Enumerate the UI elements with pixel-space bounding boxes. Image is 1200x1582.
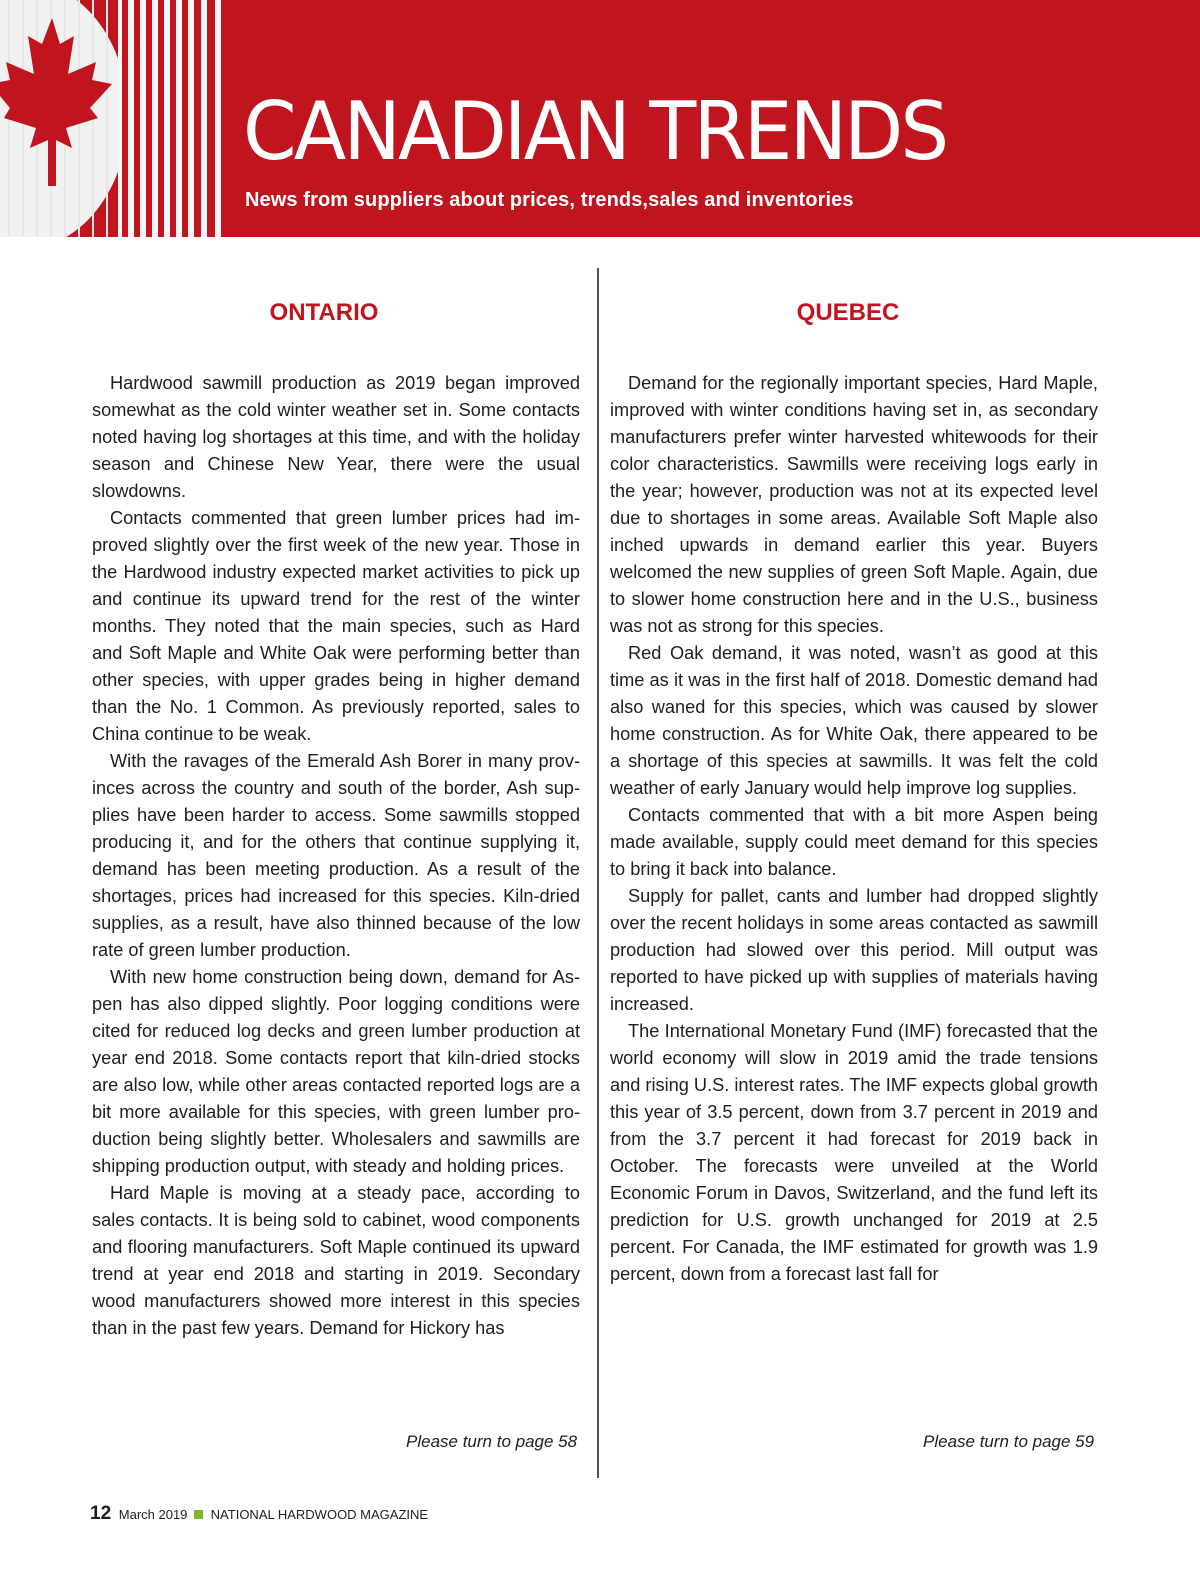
ontario-column [92,370,580,1342]
ontario-paragraph: With new home construction being down, demand for Aspen has also dipped slightly. Poor logging conditions were cited for reduced log decks and green lumber production at year end 2018. Some contacts report that kiln-dried stocks are also low, while other areas contacted reported logs are a bit more available for this species, with green lumber production being slightly better. Wholesalers and sawmills are shipping production output, with steady and holding prices. [92,967,580,1176]
ontario-paragraph: Hard Maple is moving at a steady pace, according to sales contacts. It is being sold to cabinet, wood components and flooring manufacturers. Soft Maple continued its upward trend at year end 2018 and starting in 2019. Secondary wood manufacturers showed more interest in this species than in the past few years. Demand for Hickory has [92,1183,580,1338]
quebec-paragraph: Red Oak demand, it was noted, wasn’t as good at this time as it was in the first half of 2018. Domestic demand had also waned for this species, which was caused by slower home construction. As for White Oak, there appeared to be a shortage of this species at sawmills. It was felt the cold weather of early January would help improve log supplies. [610,643,1098,798]
quebec-heading: QUEBEC [796,299,900,326]
footer-square-icon [194,1510,203,1519]
page-title: CANADIAN TRENDS [243,85,947,178]
quebec-column [610,370,1098,1288]
column-divider [597,268,599,1478]
quebec-paragraph: Demand for the regionally important species, Hard Maple, improved with winter conditions having set in, as secondary manufacturers prefer winter harvested whitewoods for their color characteristics. Sawmills were receiving logs early in the year; however, production was not at its expected level due to shortages in some areas. Available Soft Maple also inched upwards in demand earlier this year. Buyers welcomed the new supplies of green Soft Maple. Again, due to slower home construction here and in the U.S., business was not as strong for this species. [610,373,1098,636]
canada-flag-icon [0,0,232,237]
page-number: 12 [90,1503,112,1524]
publication-name: NATIONAL HARDWOOD MAGAZINE [210,1507,429,1522]
ontario-continued-note: Please turn to page 58 [406,1432,578,1451]
page-subtitle: News from suppliers about prices, trends,sales and inventories [245,189,854,211]
ontario-paragraph: Contacts commented that green lumber prices had improved slightly over the first week of the new year. Those in the Hardwood industry expected market activities to pick up and continue its upward trend for the rest of the winter months. They noted that the main species, such as Hard and Soft Maple and White Oak were performing better than other species, with upper grades being in higher demand than the No. 1 Common. As previously reported, sales to China continue to be weak. [92,508,580,744]
header-banner [0,0,1200,237]
issue-date: March 2019 [118,1507,188,1522]
page-footer [90,1503,428,1525]
quebec-continued-note: Please turn to page 59 [923,1432,1095,1451]
ontario-paragraph: With the ravages of the Emerald Ash Borer in many provinces across the country and south of the border, Ash supplies have been harder to access. Some sawmills stopped producing it, and for the others that continue supplying it, demand has been meeting production. As a result of the shortages, prices had increased for this species. Kiln-dried supplies, as a result, have also thinned because of the low rate of green lumber production. [92,751,580,960]
quebec-paragraph: The International Monetary Fund (IMF) forecasted that the world economy will slow in 2019 amid the trade tensions and rising U.S. interest rates. The IMF expects global growth this year of 3.5 percent, down from 3.7 percent in 2019 and from the 3.7 percent it had forecast for 2019 back in October. The forecasts were unveiled at the World Economic Forum in Davos, Switzerland, and the fund left its prediction for U.S. growth unchanged for 2019 at 2.5 percent. For Canada, the IMF estimated for growth was 1.9 percent, down from a forecast last fall for [610,1021,1098,1284]
quebec-paragraph: Contacts commented that with a bit more Aspen being made available, supply could meet demand for this species to bring it back into balance. [610,805,1098,879]
quebec-paragraph: Supply for pallet, cants and lumber had dropped slightly over the recent holidays in some areas contacted as sawmill production had slowed over this period. Mill output was reported to have picked up with supplies of materials having increased. [610,886,1098,1014]
ontario-paragraph: Hardwood sawmill production as 2019 began improved somewhat as the cold winter weather set in. Some contacts noted having log shortages at this time, and with the holiday season and Chinese New Year, there were the usual slowdowns. [92,373,580,501]
ontario-heading: ONTARIO [269,299,379,326]
